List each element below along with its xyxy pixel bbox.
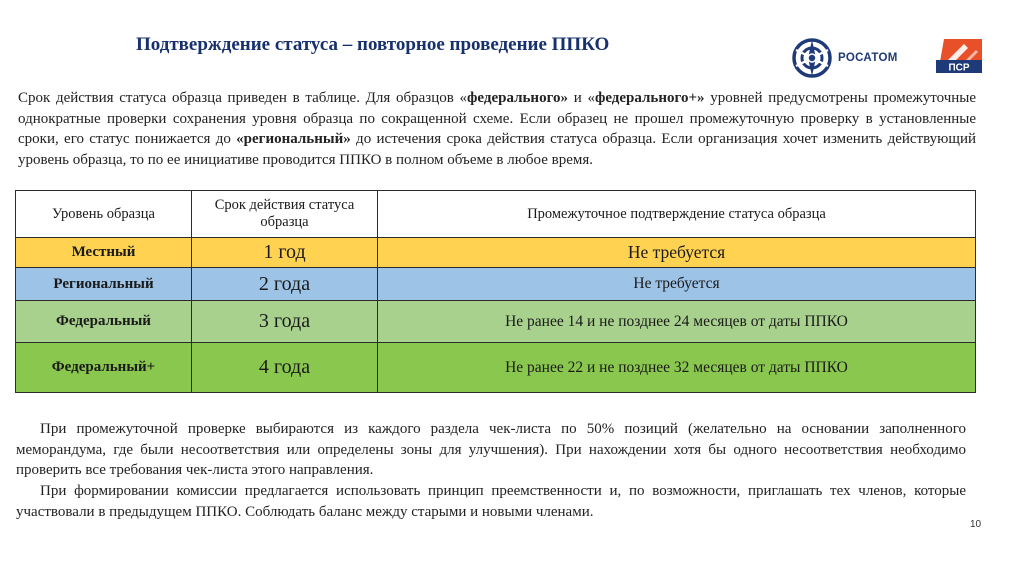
- table-row: [16, 268, 976, 301]
- note-paragraph-intermediate-check: При промежуточной проверке выбираются из каждого раздела чек-листа по 50% позиций (желательно на основании заполненного меморандума, где были несоответствия или определены зоны для улучшения). При нахождении хотя бы одного несоответствия необходимо проверить все требования чек-листа этого направления.: [16, 421, 966, 478]
- header-level: Уровень образца: [16, 191, 192, 238]
- intermediate-cell: Не требуется: [378, 268, 976, 301]
- level-cell: Федеральный+: [16, 343, 192, 393]
- note-paragraph-commission: При формировании комиссии предлагается использовать принцип преемственности и, по возможности, приглашать тех членов, которые участвовали в предыдущем ППКО. Соблюдать баланс между старыми и новыми членами.: [16, 483, 966, 520]
- psr-logo-text: ПСР: [948, 62, 970, 74]
- psr-logo-icon: [934, 36, 984, 76]
- intro-text-1: Срок действия статуса образца приведен в таблице. Для образцов «: [18, 90, 468, 106]
- intro-text-4: до истечения срока действия статуса образца. Если организация хочет изменить действующий уровень образца, то по ее инициативе проводится ППКО в полном объеме в любое время.: [18, 131, 976, 168]
- slide-title: Подтверждение статуса – повторное проведение ППКО: [136, 34, 610, 55]
- level-cell: Федеральный: [16, 301, 192, 343]
- rosatom-atom-icon: [792, 38, 832, 78]
- level-cell: Местный: [16, 238, 192, 268]
- intermediate-cell: Не ранее 22 и не позднее 32 месяцев от даты ППКО: [378, 343, 976, 393]
- intro-bold-federal-plus: федерального+»: [594, 90, 705, 106]
- term-cell: 1 год: [192, 238, 378, 268]
- level-cell: Региональный: [16, 268, 192, 301]
- table-header-row: [16, 191, 976, 238]
- intro-text-2: и «: [568, 90, 595, 106]
- intro-bold-federal: федерального»: [467, 90, 569, 106]
- header-intermediate: Промежуточное подтверждение статуса образца: [378, 191, 976, 238]
- term-cell: 4 года: [192, 343, 378, 393]
- table-row: [16, 301, 976, 343]
- page-number: 10: [970, 519, 982, 530]
- term-cell: 2 года: [192, 268, 378, 301]
- intro-bold-regional: «региональный»: [236, 131, 351, 147]
- header-term: Срок действия статуса образца: [192, 191, 378, 238]
- intermediate-cell: Не ранее 14 и не позднее 24 месяцев от даты ППКО: [378, 301, 976, 343]
- intermediate-cell: Не требуется: [378, 238, 976, 268]
- table-row: [16, 343, 976, 393]
- term-cell: 3 года: [192, 301, 378, 343]
- rosatom-logo: [792, 38, 898, 78]
- table-row: [16, 238, 976, 268]
- rosatom-logo-text: РОСАТОМ: [838, 52, 898, 64]
- intro-text-3: уровней предусмотрены промежуточные однократные проверки сохранения уровня образца по сокращенной схеме. Если образец не прошел промежуточную проверку в установленные сроки, его статус понижается до: [18, 90, 976, 147]
- intro-paragraph: [18, 88, 976, 170]
- status-table: [15, 190, 976, 393]
